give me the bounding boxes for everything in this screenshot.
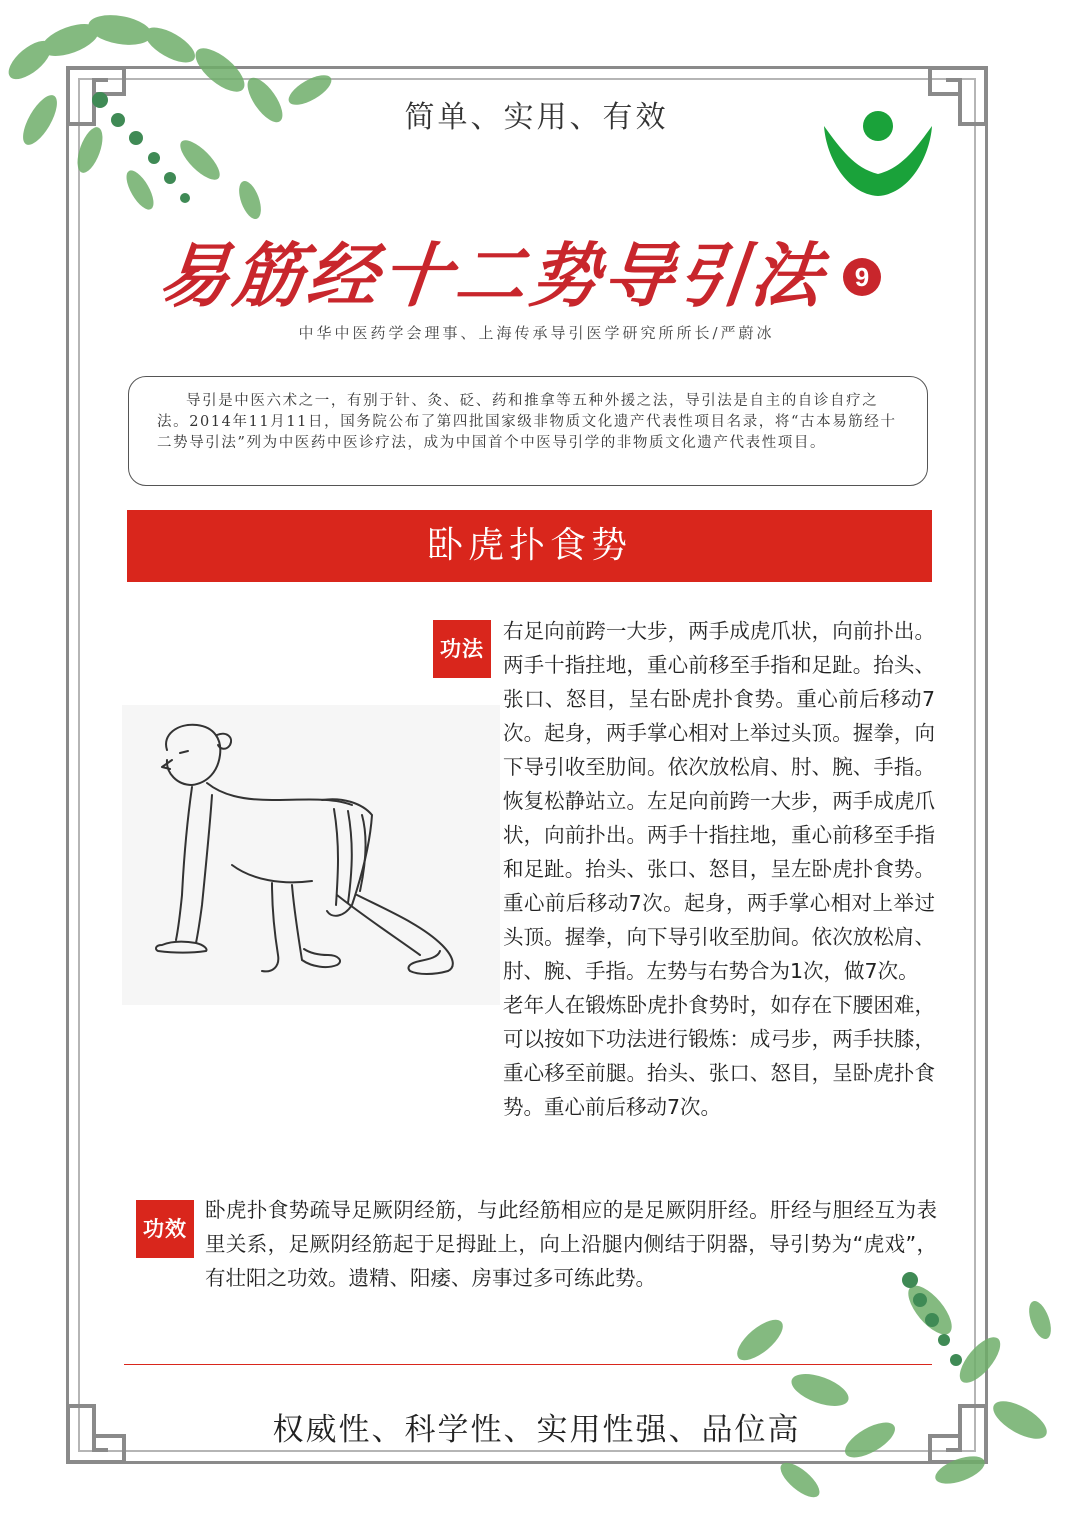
bottom-slogan: 权威性、科学性、实用性强、品位高 — [272, 1412, 801, 1448]
method-paragraph-1: 右足向前跨一大步，两手成虎爪状，向前扑出。两手十指拄地，重心前移至手指和足趾。抬头、张口、怒目，呈右卧虎扑食势。重心前后移动7次。起身，两手掌心相对上举过头顶。握拳，向下导引收至肋间。依次放松肩、肘、腕、手指。恢复松静站立。左足向前跨一大步，两手成虎爪状，向前扑出。两手十指拄地，重心前移至手指和足趾。抬头、张口、怒目，呈左卧虎扑食势。重心前后移动7次。起身，两手掌心相对上举过头顶。握拳，向下导引收至肋间。依次放松肩、肘、腕、手指。左势与右势合为1次，做7次。 — [503, 619, 935, 983]
method-paragraph-2: 老年人在锻炼卧虎扑食势时，如存在下腰困难，可以按如下功法进行锻炼：成弓步，两手扶膝，重心移至前腿。抬头、张口、怒目，呈卧虎扑食势。重心前后移动7次。 — [503, 993, 935, 1119]
main-title: 易筋经十二势导引法 — [155, 234, 830, 317]
issue-number-badge: 9 — [843, 258, 881, 296]
method-tag: 功法 — [433, 620, 491, 678]
logo-icon — [820, 108, 936, 198]
effect-tag: 功效 — [136, 1200, 194, 1258]
author-line: 中华中医药学会理事、上海传承导引医学研究所所长/严蔚冰 — [298, 324, 775, 342]
effect-text: 卧虎扑食势疏导足厥阴经筋，与此经筋相应的是足厥阴肝经。肝经与胆经互为表里关系，足厥阴经筋起于足拇趾上，向上沿腿内侧结于阴器，导引势为“虎戏”，有壮阳之功效。遗精、阳痿、房事过多可练此势。 — [205, 1198, 937, 1290]
intro-box: 导引是中医六术之一，有别于针、灸、砭、药和推拿等五种外援之法，导引法是自主的自诊自疗之法。2014年11月11日，国务院公布了第四批国家级非物质文化遗产代表性项目名录，将“古本易筋经十二势导引法”列为中医药中医诊疗法，成为中国首个中医导引学的非物质文化遗产代表性项目。 — [128, 376, 928, 486]
footer-divider — [124, 1364, 932, 1365]
method-text — [503, 614, 935, 1124]
tiger-pose-illustration — [122, 705, 500, 1005]
top-slogan: 简单、实用、有效 — [404, 100, 669, 135]
section-title-bar: 卧虎扑食势 — [127, 510, 932, 582]
